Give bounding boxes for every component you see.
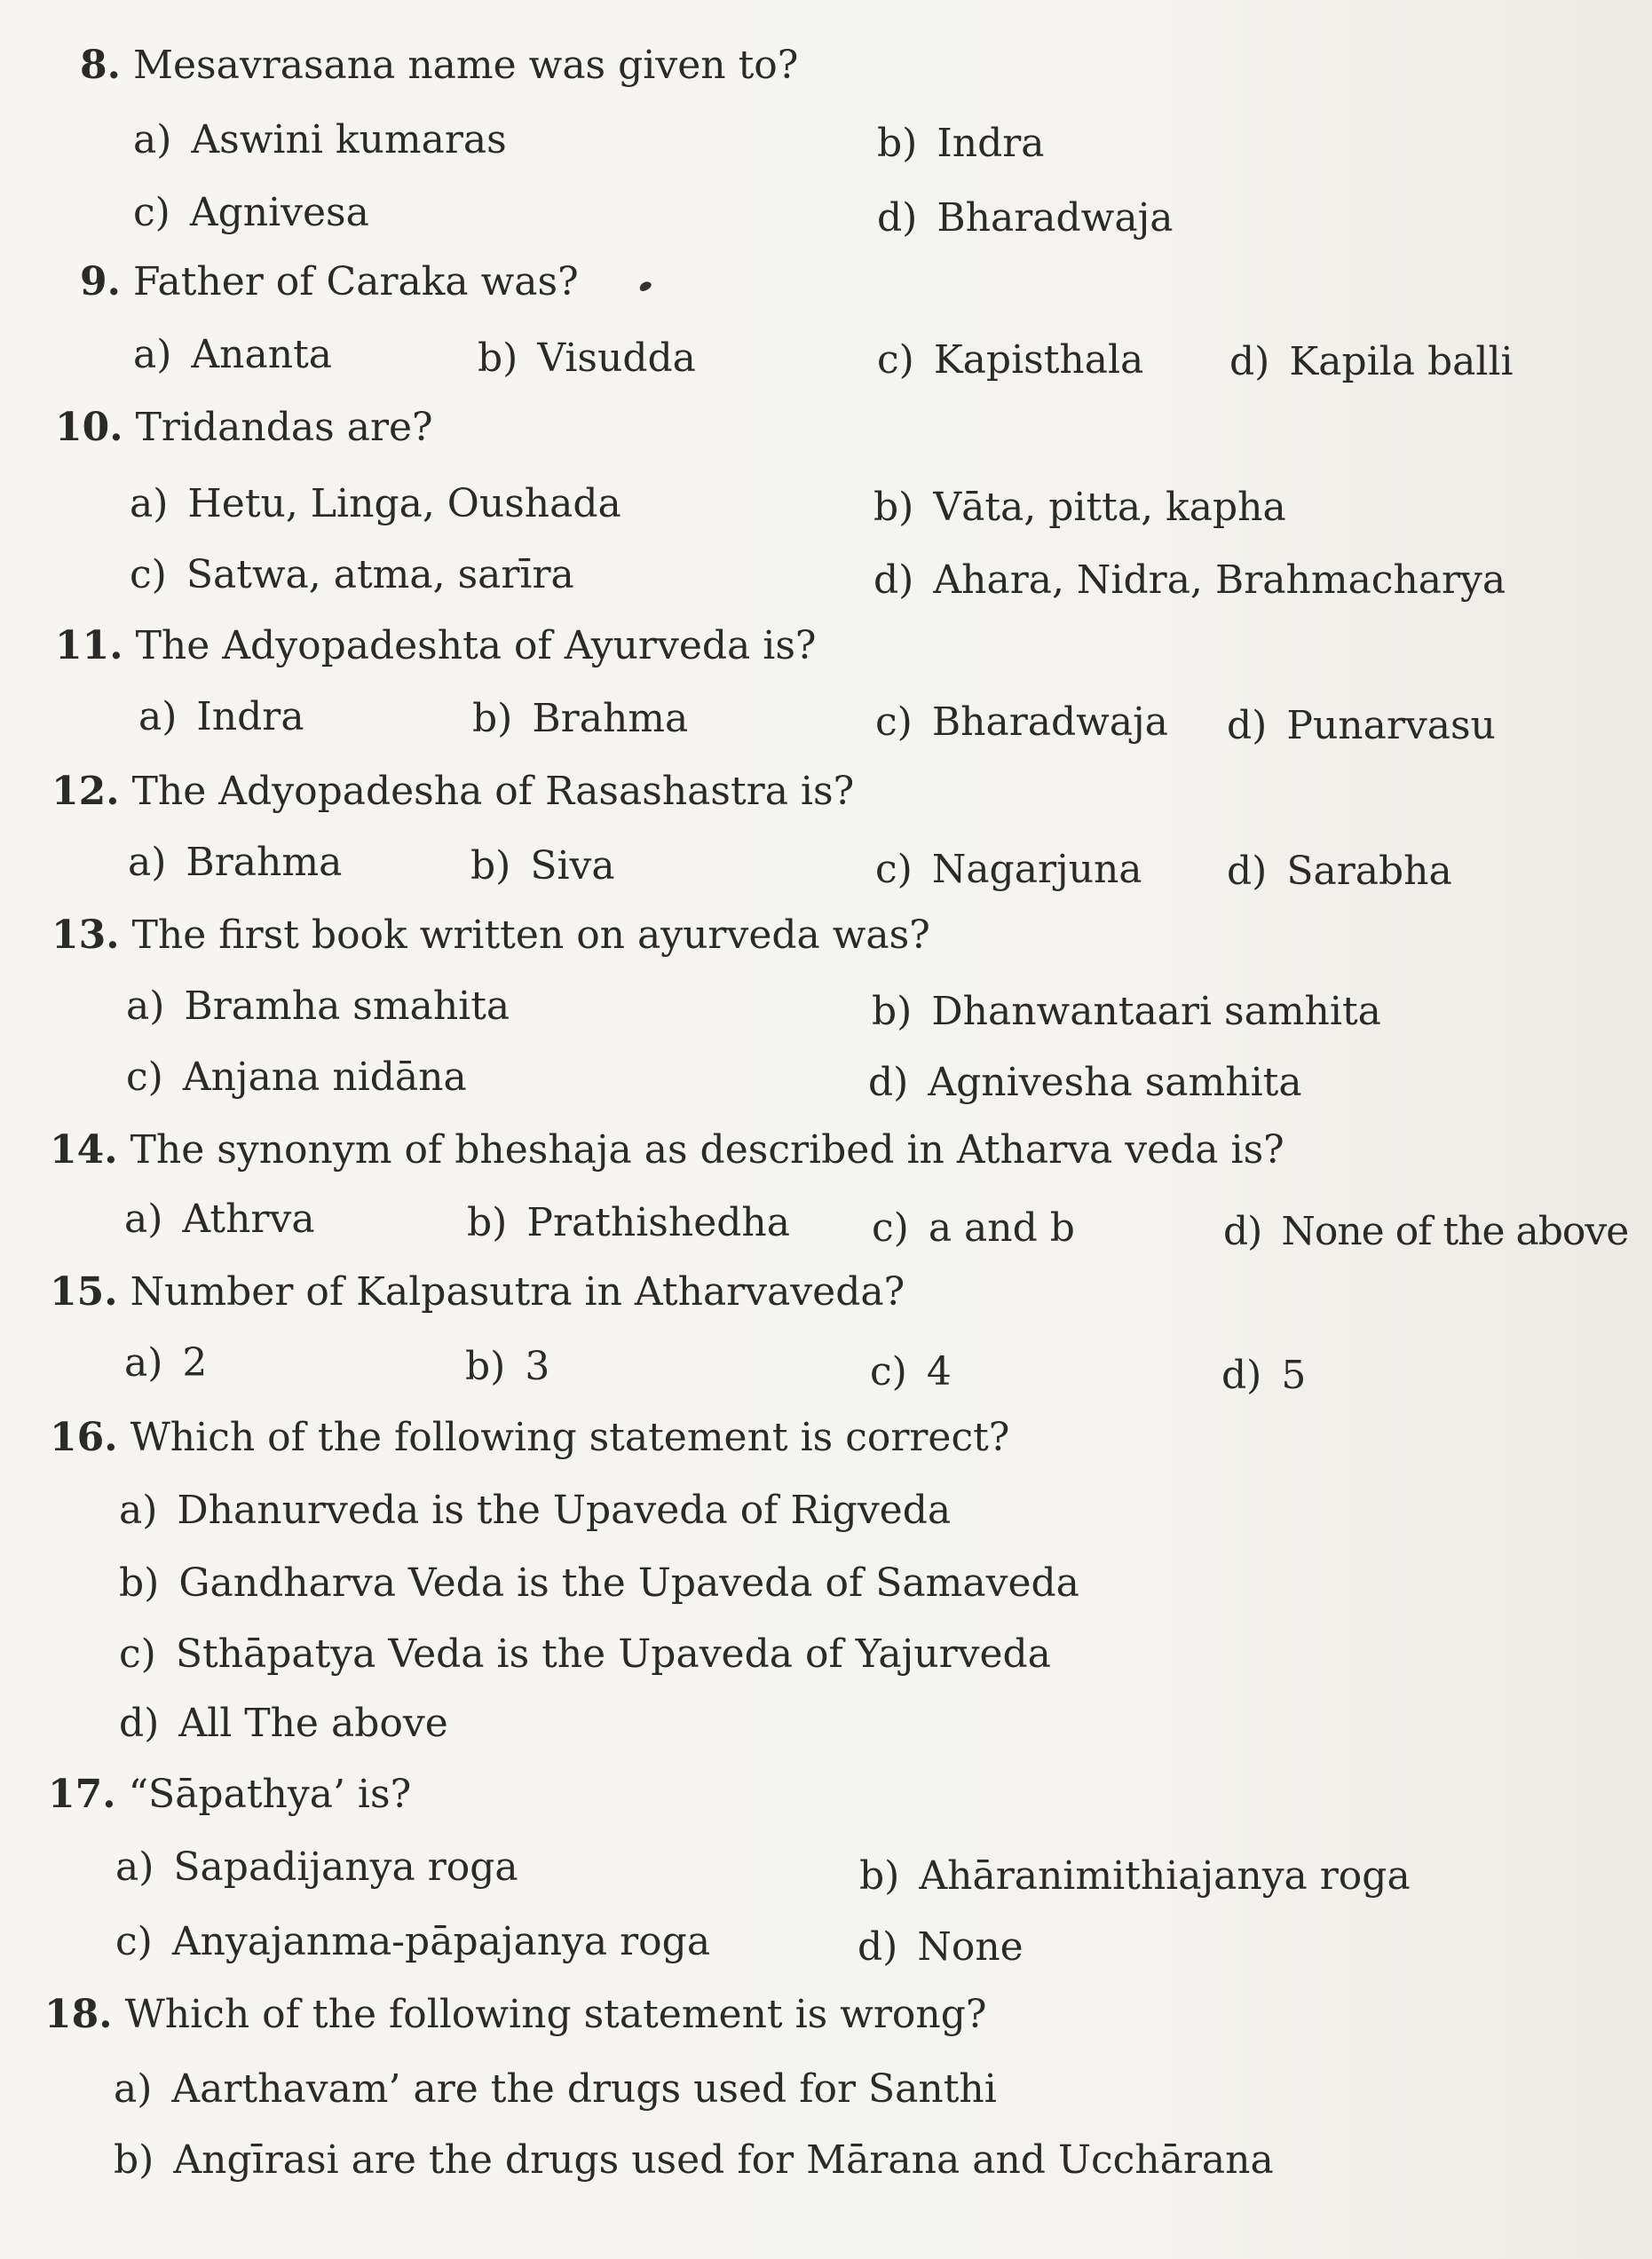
option-text: Ahara, Nidra, Brahmacharya bbox=[933, 557, 1506, 603]
option-8d bbox=[877, 195, 1174, 241]
question-number: 13. bbox=[51, 912, 120, 958]
option-text: Bharadwaja bbox=[931, 699, 1168, 745]
option-text: Bramha smahita bbox=[184, 983, 510, 1029]
option-text: Aswini kumaras bbox=[191, 117, 507, 162]
question-8 bbox=[80, 43, 799, 88]
option-label: b) bbox=[470, 843, 511, 889]
option-text: Siva bbox=[530, 843, 615, 889]
question-number: 8. bbox=[80, 43, 121, 88]
option-text: Indra bbox=[196, 694, 304, 739]
question-13 bbox=[51, 912, 930, 958]
option-label: a) bbox=[115, 1844, 154, 1890]
option-label: c) bbox=[126, 1054, 163, 1100]
option-text: Bharadwaja bbox=[937, 195, 1174, 241]
option-13d bbox=[868, 1060, 1302, 1105]
option-9d bbox=[1229, 339, 1514, 384]
option-label: a) bbox=[119, 1488, 158, 1533]
option-9b bbox=[478, 336, 696, 381]
question-text: The Adyopadesha of Rasashastra is? bbox=[131, 769, 855, 814]
option-18a bbox=[114, 2066, 997, 2112]
option-text: Athrva bbox=[182, 1197, 315, 1242]
option-13c bbox=[126, 1054, 467, 1100]
option-14c bbox=[872, 1205, 1075, 1251]
option-12b bbox=[470, 843, 615, 889]
option-10b bbox=[873, 485, 1286, 530]
option-8c bbox=[133, 190, 369, 235]
option-text: a and b bbox=[928, 1205, 1075, 1251]
question-number: 17. bbox=[48, 1772, 116, 1817]
question-9 bbox=[80, 259, 579, 304]
question-text: The Adyopadeshta of Ayurveda is? bbox=[135, 623, 817, 668]
option-text: All The above bbox=[178, 1701, 448, 1746]
question-text: Which of the following statement is wrong? bbox=[124, 1992, 987, 2037]
option-text: 3 bbox=[525, 1344, 550, 1389]
option-text: Brahma bbox=[186, 840, 343, 885]
option-17b bbox=[859, 1853, 1411, 1899]
question-number: 15. bbox=[50, 1269, 118, 1315]
option-text: Punarvasu bbox=[1286, 703, 1496, 748]
question-number: 11. bbox=[55, 623, 123, 668]
option-10c bbox=[130, 552, 574, 597]
option-label: a) bbox=[126, 983, 165, 1029]
option-11d bbox=[1227, 703, 1496, 748]
question-number: 10. bbox=[55, 405, 123, 450]
option-12c bbox=[875, 847, 1142, 892]
option-text: 4 bbox=[926, 1349, 952, 1394]
option-label: c) bbox=[133, 190, 170, 235]
option-10d bbox=[873, 557, 1506, 603]
option-13a bbox=[126, 983, 510, 1029]
option-text: Aarthavam’ are the drugs used for Santhi bbox=[171, 2066, 997, 2112]
option-text: Gandharva Veda is the Upaveda of Samaveda bbox=[178, 1560, 1079, 1606]
option-text: Kapila balli bbox=[1289, 339, 1514, 384]
pen-mark bbox=[638, 280, 653, 293]
option-text: Prathishedha bbox=[526, 1200, 790, 1245]
option-label: c) bbox=[130, 552, 167, 597]
option-label: b) bbox=[859, 1853, 900, 1899]
question-15 bbox=[50, 1269, 905, 1315]
question-text: Mesavrasana name was given to? bbox=[132, 43, 799, 88]
option-15d bbox=[1221, 1353, 1307, 1398]
option-label: d) bbox=[868, 1060, 909, 1105]
option-label: d) bbox=[877, 195, 918, 241]
option-label: b) bbox=[873, 485, 914, 530]
question-number: 9. bbox=[80, 259, 121, 304]
option-18b bbox=[114, 2137, 1274, 2183]
option-label: b) bbox=[467, 1200, 508, 1245]
option-11b bbox=[472, 696, 689, 741]
option-16a bbox=[119, 1488, 952, 1533]
option-label: d) bbox=[1223, 1209, 1262, 1254]
option-label: c) bbox=[875, 699, 913, 745]
option-label: c) bbox=[115, 1919, 153, 1964]
option-15a bbox=[124, 1340, 208, 1386]
option-text: Kapisthala bbox=[933, 337, 1144, 383]
option-13b bbox=[872, 989, 1381, 1034]
question-16 bbox=[50, 1415, 1010, 1460]
option-label: d) bbox=[858, 1924, 898, 1970]
option-15c bbox=[870, 1349, 952, 1394]
option-text: Sapadijanya roga bbox=[173, 1844, 518, 1890]
option-label: d) bbox=[1227, 703, 1268, 748]
option-label: d) bbox=[1229, 339, 1270, 384]
option-label: c) bbox=[872, 1205, 909, 1251]
option-text: Anjana nidāna bbox=[182, 1054, 467, 1100]
option-label: b) bbox=[472, 696, 513, 741]
question-text: The synonym of bheshaja as described in Atharva veda is? bbox=[130, 1127, 1284, 1173]
option-text: Anyajanma-pāpajanya roga bbox=[171, 1919, 711, 1964]
option-16b bbox=[119, 1560, 1079, 1606]
option-text: Agnivesha samhita bbox=[928, 1060, 1302, 1105]
option-text: Sarabha bbox=[1286, 849, 1452, 894]
option-label: a) bbox=[138, 694, 178, 739]
option-text: Brahma bbox=[532, 696, 689, 741]
option-8a bbox=[133, 117, 507, 162]
option-label: c) bbox=[870, 1349, 907, 1394]
option-label: d) bbox=[873, 557, 914, 603]
option-label: b) bbox=[872, 989, 913, 1034]
option-text: None bbox=[917, 1924, 1024, 1970]
option-label: c) bbox=[119, 1631, 156, 1677]
option-text: Agnivesa bbox=[189, 190, 369, 235]
question-number: 14. bbox=[50, 1127, 118, 1173]
option-label: a) bbox=[124, 1340, 163, 1386]
option-11a bbox=[138, 694, 304, 739]
option-label: a) bbox=[124, 1197, 163, 1242]
option-14d bbox=[1223, 1209, 1629, 1254]
option-label: a) bbox=[133, 117, 172, 162]
option-9c bbox=[877, 337, 1144, 383]
question-text: Tridandas are? bbox=[135, 405, 433, 450]
option-text: 2 bbox=[182, 1340, 208, 1386]
option-8b bbox=[877, 121, 1045, 166]
option-14b bbox=[467, 1200, 790, 1245]
option-text: Indra bbox=[937, 121, 1045, 166]
option-text: Ananta bbox=[191, 332, 333, 377]
option-label: a) bbox=[114, 2066, 153, 2112]
option-text: Dhanurveda is the Upaveda of Rigveda bbox=[177, 1488, 952, 1533]
question-text: Father of Caraka was? bbox=[132, 259, 579, 304]
question-text: Which of the following statement is correct? bbox=[130, 1415, 1010, 1460]
option-text: None of the above bbox=[1281, 1209, 1629, 1254]
option-label: c) bbox=[875, 847, 913, 892]
option-text: Sthāpatya Veda is the Upaveda of Yajurveda bbox=[175, 1631, 1051, 1677]
question-number: 16. bbox=[50, 1415, 118, 1460]
option-12a bbox=[128, 840, 343, 885]
option-label: a) bbox=[133, 332, 172, 377]
option-15b bbox=[465, 1344, 550, 1389]
question-number: 12. bbox=[51, 769, 120, 814]
question-text: “Sāpathya’ is? bbox=[128, 1772, 412, 1817]
option-11c bbox=[875, 699, 1168, 745]
option-label: d) bbox=[119, 1701, 160, 1746]
question-10 bbox=[55, 405, 433, 450]
option-16c bbox=[119, 1631, 1051, 1677]
option-label: a) bbox=[128, 840, 167, 885]
option-16d bbox=[119, 1701, 448, 1746]
question-12 bbox=[51, 769, 855, 814]
option-12d bbox=[1227, 849, 1452, 894]
option-text: Nagarjuna bbox=[931, 847, 1142, 892]
option-label: d) bbox=[1221, 1353, 1262, 1398]
question-number: 18. bbox=[44, 1992, 113, 2037]
option-text: Ahāranimithiajanya roga bbox=[919, 1853, 1411, 1899]
option-label: b) bbox=[465, 1344, 506, 1389]
question-14 bbox=[50, 1127, 1284, 1173]
option-label: c) bbox=[877, 337, 914, 383]
option-14a bbox=[124, 1197, 315, 1242]
option-text: Hetu, Linga, Oushada bbox=[187, 481, 621, 526]
option-text: Angīrasi are the drugs used for Mārana and Ucchārana bbox=[173, 2137, 1274, 2183]
option-text: Visudda bbox=[537, 336, 696, 381]
option-label: a) bbox=[130, 481, 169, 526]
option-17c bbox=[115, 1919, 711, 1964]
question-text: Number of Kalpasutra in Atharvaveda? bbox=[130, 1269, 905, 1315]
option-text: Dhanwantaari samhita bbox=[931, 989, 1381, 1034]
option-17a bbox=[115, 1844, 518, 1890]
option-text: 5 bbox=[1281, 1353, 1307, 1398]
option-label: b) bbox=[119, 1560, 160, 1606]
option-label: d) bbox=[1227, 849, 1268, 894]
question-11 bbox=[55, 623, 817, 668]
question-18 bbox=[44, 1992, 987, 2037]
option-17d bbox=[858, 1924, 1024, 1970]
option-label: b) bbox=[877, 121, 918, 166]
question-17 bbox=[48, 1772, 412, 1817]
option-text: Vāta, pitta, kapha bbox=[933, 485, 1286, 530]
option-10a bbox=[130, 481, 621, 526]
option-9a bbox=[133, 332, 333, 377]
question-text: The first book written on ayurveda was? bbox=[131, 912, 930, 958]
option-label: b) bbox=[114, 2137, 154, 2183]
option-label: b) bbox=[478, 336, 518, 381]
option-text: Satwa, atma, sarīra bbox=[186, 552, 574, 597]
